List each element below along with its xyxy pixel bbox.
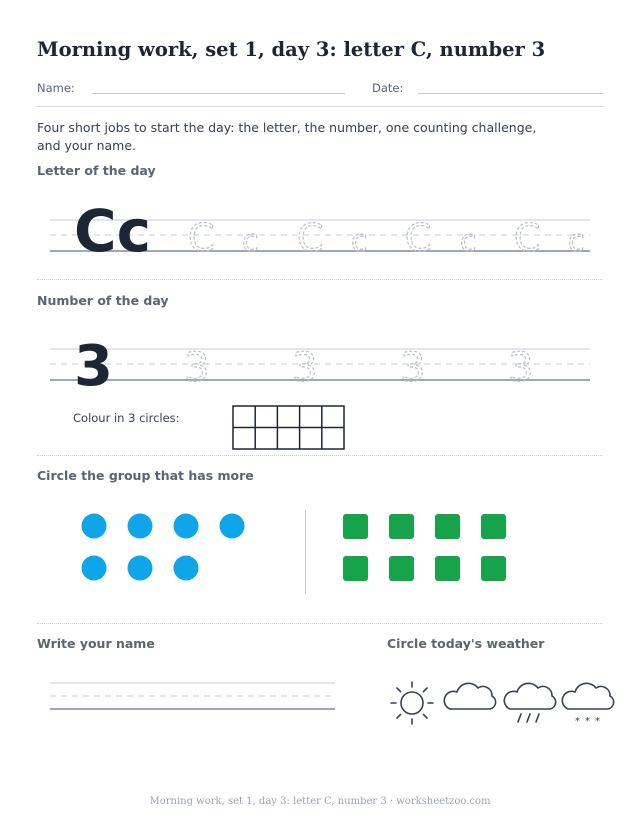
trace-letter-lower: c: [351, 224, 368, 259]
trace-number: 3: [400, 345, 426, 390]
group-square: [481, 556, 506, 581]
colour-prompt: Colour in 3 circles:: [73, 411, 180, 425]
letter-model: Cc: [74, 197, 151, 265]
trace-letter-lower: c: [242, 224, 259, 259]
page-title: Morning work, set 1, day 3: letter C, number 3: [37, 38, 546, 61]
letter-tracing-area[interactable]: [0, 190, 640, 270]
group-square: [435, 514, 460, 539]
snow-icon[interactable]: [562, 683, 613, 727]
ten-frame[interactable]: [232, 405, 346, 451]
trace-number: 3: [184, 345, 210, 390]
section-divider: [37, 279, 603, 280]
number-tracing-area[interactable]: [0, 330, 640, 390]
number-heading: Number of the day: [37, 293, 169, 308]
trace-letter-upper: C: [405, 216, 432, 260]
group-square: [343, 556, 368, 581]
group-circle: [174, 514, 199, 539]
cloud-icon[interactable]: [444, 683, 495, 709]
svg-text:*: *: [575, 716, 580, 727]
date-field[interactable]: [418, 93, 603, 94]
group-circle: [82, 556, 107, 581]
sun-icon[interactable]: [391, 682, 433, 724]
group-circle: [128, 556, 153, 581]
date-label: Date:: [372, 81, 404, 95]
compare-area: [60, 500, 520, 600]
trace-letter-upper: C: [188, 216, 215, 260]
weather-row: [386, 676, 616, 732]
intro-text: Four short jobs to start the day: the letter, the number, one counting challenge, and your name.: [37, 120, 537, 153]
name-label: Name:: [37, 81, 75, 95]
section-divider: [37, 623, 603, 624]
trace-letter-upper: C: [297, 216, 324, 260]
group-circle: [82, 514, 107, 539]
trace-letter-lower: c: [568, 224, 585, 259]
group-square: [389, 556, 414, 581]
compare-heading: Circle the group that has more: [37, 468, 254, 483]
weather-heading: Circle today's weather: [387, 636, 545, 651]
group-square: [435, 556, 460, 581]
trace-letter-upper: C: [514, 216, 541, 260]
group-square: [389, 514, 414, 539]
section-divider: [37, 455, 603, 456]
svg-text:*: *: [595, 716, 600, 727]
group-circle: [128, 514, 153, 539]
group-circle: [174, 556, 199, 581]
number-model: 3: [74, 334, 113, 390]
letter-heading: Letter of the day: [37, 163, 156, 178]
name-practice-heading: Write your name: [37, 636, 155, 651]
group-square: [481, 514, 506, 539]
name-field[interactable]: [92, 93, 345, 94]
name-writing-lines[interactable]: [48, 676, 338, 716]
footer-text: Morning work, set 1, day 3: letter C, number 3 · worksheetzoo.com: [149, 796, 491, 807]
left-group[interactable]: [82, 514, 245, 581]
trace-number: 3: [292, 345, 318, 390]
rain-icon[interactable]: [504, 683, 555, 722]
trace-number: 3: [508, 345, 534, 390]
trace-letter-lower: c: [460, 224, 477, 259]
svg-text:*: *: [585, 716, 590, 727]
header-divider: [37, 106, 603, 107]
right-group[interactable]: [343, 514, 506, 581]
group-circle: [220, 514, 245, 539]
group-square: [343, 514, 368, 539]
